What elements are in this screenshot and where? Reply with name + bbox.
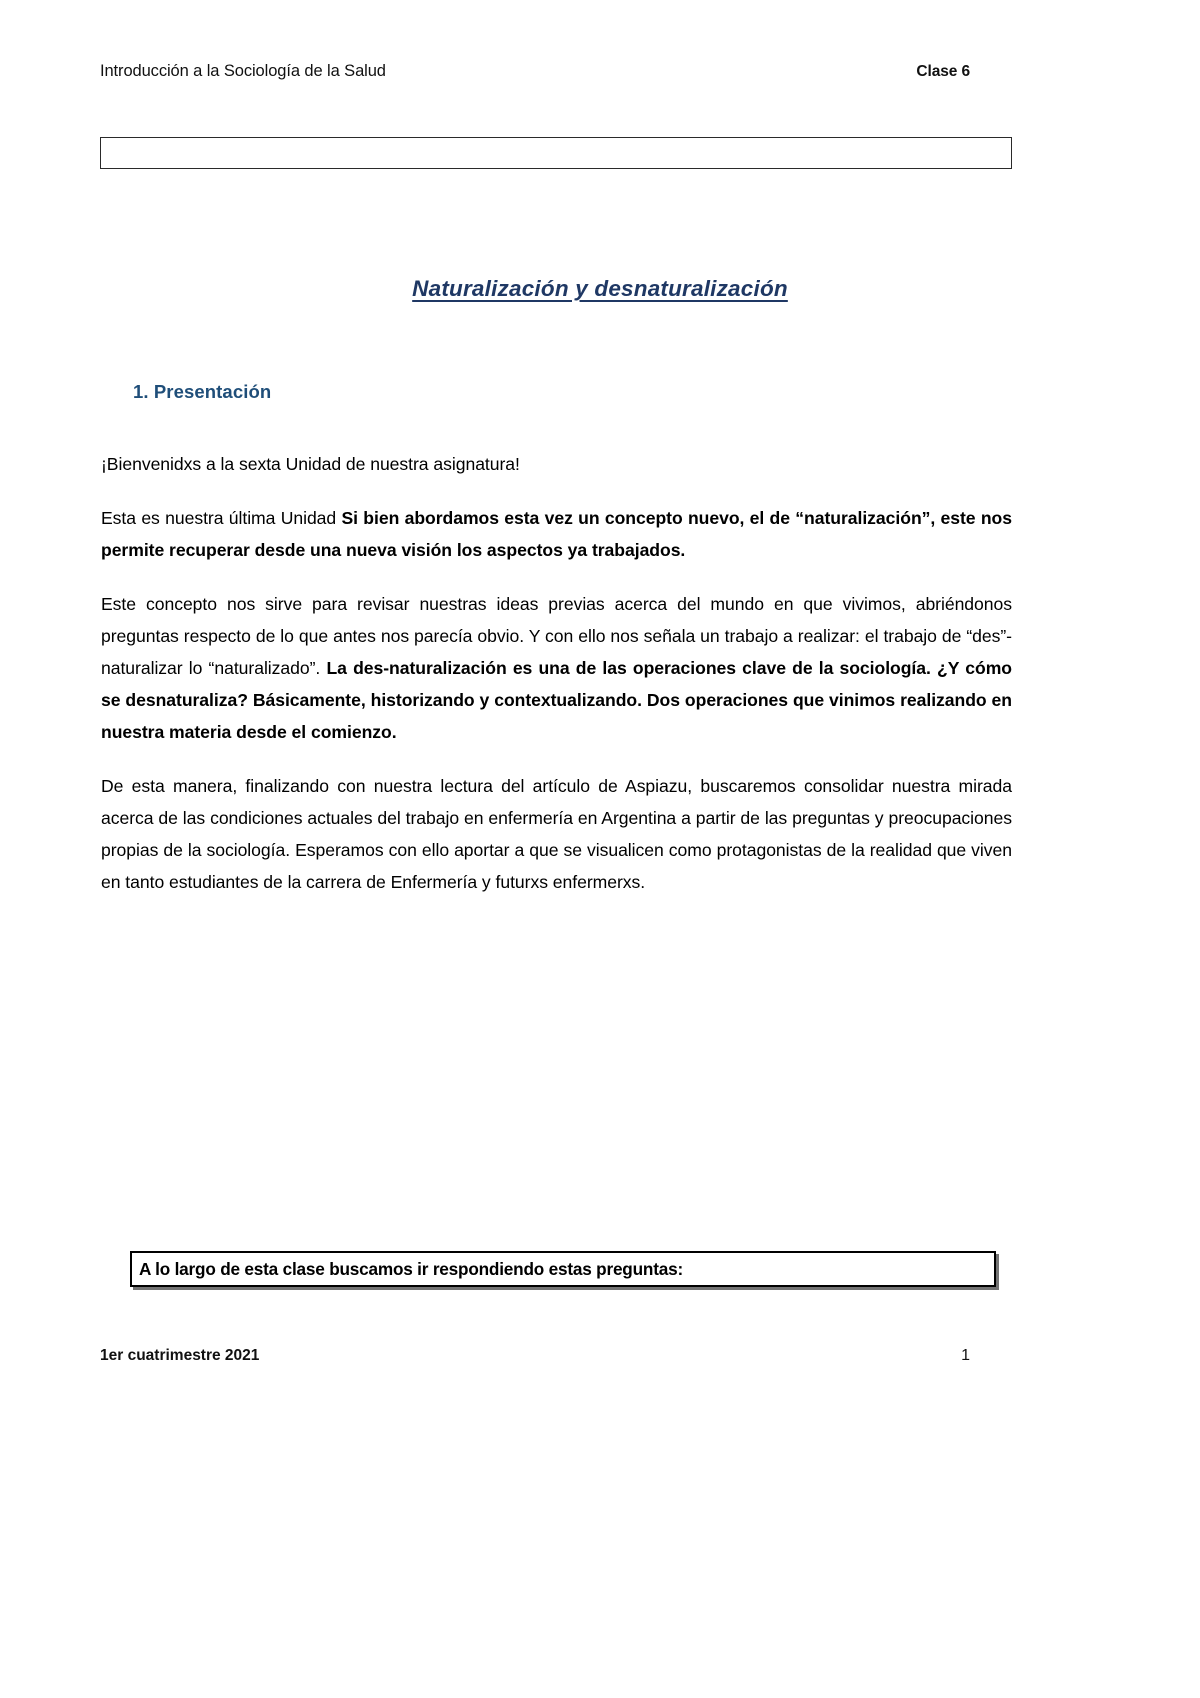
paragraph-concept-review-bold: La des-naturalización es una de las operaciones clave de la sociología. ¿Y cómo se desnaturaliza? Básicamente, historizando y contextualizando. Dos operaciones que vinimos realizando en nuestra materia desde el comienzo. xyxy=(101,658,1012,743)
paragraph-last-unit-normal: Esta es nuestra última Unidad xyxy=(101,508,342,529)
questions-callout-box xyxy=(130,1251,996,1287)
paragraph-welcome: ¡Bienvenidxs a la sexta Unidad de nuestra asignatura! xyxy=(101,454,520,474)
footer-term: 1er cuatrimestre 2021 xyxy=(100,1347,260,1364)
paragraph-last-unit xyxy=(101,502,1012,566)
questions-callout-text: A lo largo de esta clase buscamos ir respondiendo estas preguntas: xyxy=(139,1258,683,1279)
document-header xyxy=(100,62,970,81)
paragraph-concept-review-normal: Este concepto nos sirve para revisar nuestras ideas previas acerca del mundo en que vivimos, abriéndonos preguntas respecto de lo que antes nos parecía obvio. Y con ello nos señala un trabajo a realizar: el trabajo de “des”-naturalizar lo “naturalizado”. xyxy=(101,594,1012,679)
header-class-number: Clase 6 xyxy=(916,63,970,80)
top-empty-box xyxy=(100,137,1012,169)
page-title: Naturalización y desnaturalización xyxy=(412,276,788,301)
document-body xyxy=(101,448,1012,920)
header-course-title: Introducción a la Sociología de la Salud xyxy=(100,62,386,80)
footer-page-number: 1 xyxy=(961,1347,970,1364)
section-heading-presentacion: 1. Presentación xyxy=(133,381,272,402)
paragraph-aspiazu-reading: De esta manera, finalizando con nuestra lectura del artículo de Aspiazu, buscaremos consolidar nuestra mirada acerca de las condiciones actuales del trabajo en enfermería en Argentina a partir de las preguntas y preocupaciones propias de la sociología. Esperamos con ello aportar a que se visualicen como protagonistas de la realidad que viven en tanto estudiantes de la carrera de Enfermería y futurxs enfermerxs. xyxy=(101,776,1012,893)
paragraph-last-unit-bold: Si bien abordamos esta vez un concepto nuevo, el de “naturalización”, este nos permite recuperar desde una nueva visión los aspectos ya trabajados. xyxy=(101,508,1012,561)
document-footer xyxy=(100,1347,970,1365)
paragraph-concept-review xyxy=(101,588,1012,748)
